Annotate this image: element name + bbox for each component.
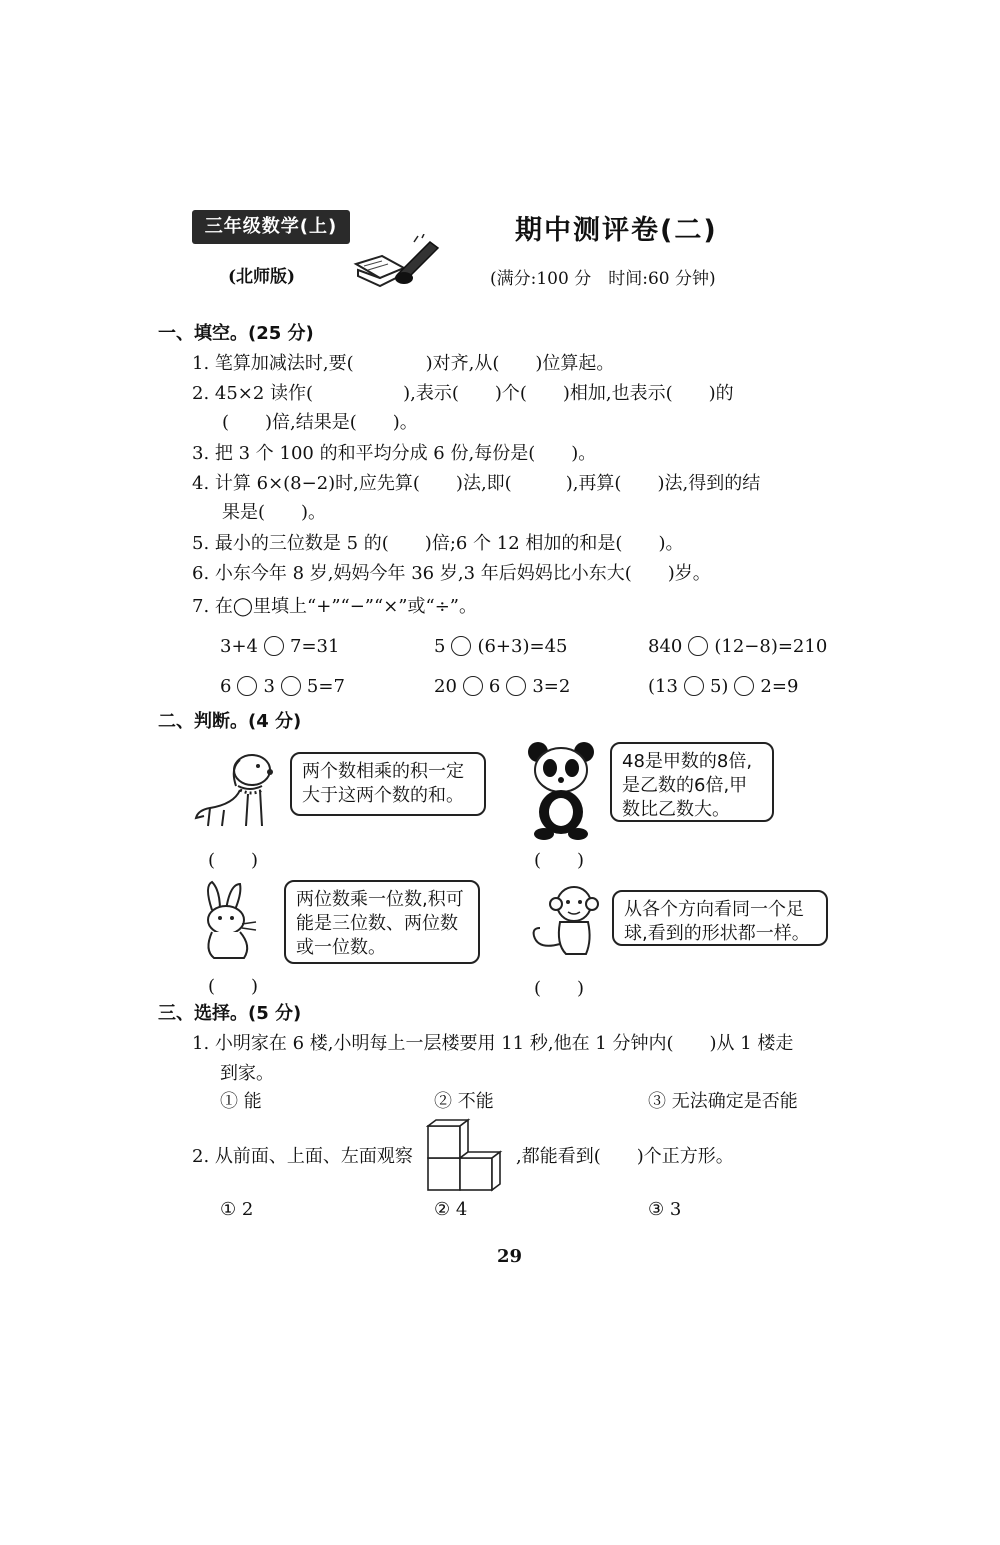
option-3-2-b: ② 4 (434, 1199, 468, 1220)
operator-blank (688, 636, 708, 656)
question-1-1: 1. 笔算加减法时,要( )对齐,从( )位算起。 (192, 353, 615, 374)
question-1-6: 6. 小东今年 8 岁,妈妈今年 36 岁,3 年后妈妈比小东大( )岁。 (192, 563, 711, 584)
panda-speech-bubble: 48是甲数的8倍,是乙数的6倍,甲数比乙数大。 (610, 742, 774, 822)
exam-info: (满分:100 分 时间:60 分钟) (490, 269, 716, 289)
book-pencil-icon (352, 234, 442, 290)
option-3-1-b: ② 不能 (434, 1091, 494, 1112)
dog-speech-bubble: 两个数相乘的积一定大于这两个数的和。 (290, 752, 486, 816)
equation-e-2: 6 (488, 676, 501, 697)
equation-f-1: (13 (648, 676, 678, 697)
edition-label: (北师版) (228, 267, 296, 287)
answer-paren-dog: ( ) (208, 850, 259, 871)
equation-e (434, 675, 570, 699)
option-3-1-c: ③ 无法确定是否能 (648, 1091, 798, 1112)
question-1-2-line2: ( )倍,结果是( )。 (222, 412, 418, 433)
equation-d (220, 675, 345, 699)
question-1-4-line1: 4. 计算 6×(8−2)时,应先算( )法,即( ),再算( )法,得到的结 (192, 473, 761, 494)
equation-c-left: 840 (648, 636, 683, 657)
page-title: 期中测评卷(二) (515, 215, 718, 246)
option-3-1-a: ① 能 (220, 1091, 262, 1112)
option-3-2-a: ① 2 (220, 1199, 254, 1220)
operator-blank (237, 676, 257, 696)
monkey-speech-bubble: 从各个方向看同一个足球,看到的形状都一样。 (612, 890, 828, 946)
operator-blank (463, 676, 483, 696)
answer-paren-panda: ( ) (534, 850, 585, 871)
question-1-3: 3. 把 3 个 100 的和平均分成 6 份,每份是( )。 (192, 443, 597, 464)
operator-blank (684, 676, 704, 696)
dog-icon (190, 748, 282, 830)
answer-paren-rabbit: ( ) (208, 976, 259, 997)
equation-f-2: 5) (709, 676, 729, 697)
answer-paren-monkey: ( ) (534, 978, 585, 999)
rabbit-icon (196, 880, 266, 962)
equation-f (648, 675, 798, 699)
equation-d-1: 6 (220, 676, 232, 697)
operator-blank (451, 636, 471, 656)
equation-b-left: 5 (434, 636, 446, 657)
section-3-heading: 三、选择。(5 分) (158, 1003, 302, 1024)
operator-blank (734, 676, 754, 696)
question-1-7: 7. 在◯里填上“+”“−”“×”或“÷”。 (192, 596, 477, 617)
equation-a (220, 635, 339, 659)
question-3-2-suffix: ,都能看到( )个正方形。 (516, 1146, 734, 1167)
section-1-heading: 一、填空。(25 分) (158, 323, 314, 344)
operator-blank (264, 636, 284, 656)
equation-e-1: 20 (434, 676, 457, 697)
equation-b-right: (6+3)=45 (477, 636, 568, 657)
equation-d-3: 5=7 (306, 676, 345, 697)
cube-stack-icon (426, 1118, 512, 1192)
question-3-1-line2: 到家。 (220, 1063, 274, 1084)
equation-a-left: 3+4 (220, 636, 258, 657)
rabbit-speech-bubble: 两位数乘一位数,积可能是三位数、两位数或一位数。 (284, 880, 480, 964)
question-1-4-line2: 果是( )。 (222, 502, 327, 523)
monkey-icon (528, 884, 612, 958)
equation-c (648, 635, 827, 659)
operator-blank (506, 676, 526, 696)
question-1-5: 5. 最小的三位数是 5 的( )倍;6 个 12 相加的和是( )。 (192, 533, 684, 554)
equation-b (434, 635, 567, 659)
section-2-heading: 二、判断。(4 分) (158, 711, 302, 732)
equation-d-2: 3 (263, 676, 275, 697)
equation-c-right: (12−8)=210 (714, 636, 828, 657)
operator-blank (281, 676, 301, 696)
grade-badge: 三年级数学(上) (192, 210, 350, 244)
question-3-1-line1: 1. 小明家在 6 楼,小明每上一层楼要用 11 秒,他在 1 分钟内( )从 1 楼走 (192, 1033, 794, 1054)
panda-icon (524, 740, 598, 840)
question-1-2-line1: 2. 45×2 读作( ),表示( )个( )相加,也表示( )的 (192, 383, 734, 404)
equation-e-3: 3=2 (532, 676, 571, 697)
equation-a-right: 7=31 (290, 636, 340, 657)
equation-f-3: 2=9 (760, 676, 799, 697)
question-3-2-prefix: 2. 从前面、上面、左面观察 (192, 1146, 413, 1167)
option-3-2-c: ③ 3 (648, 1199, 682, 1220)
page-number: 29 (497, 1246, 523, 1267)
